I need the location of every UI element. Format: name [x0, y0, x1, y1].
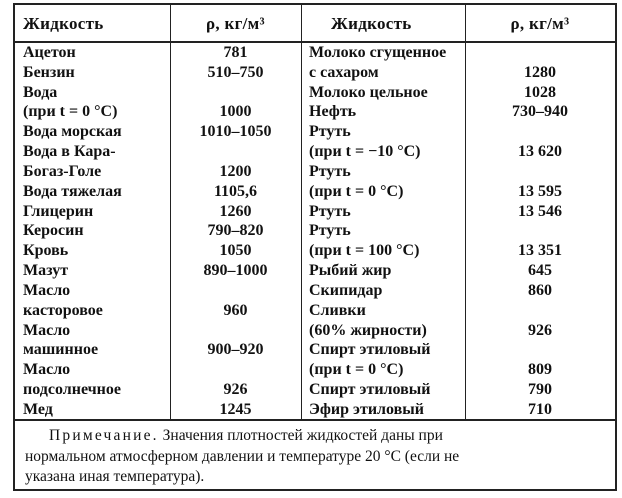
header-liquid-right: Жидкость — [331, 14, 412, 33]
density-value-cell: 510–750 — [207, 63, 264, 81]
liquid-name-cell: Богаз-Голе — [23, 162, 102, 180]
liquid-name-cell: (при t = −10 °C) — [309, 143, 421, 161]
density-value-cell: 13 620 — [518, 143, 562, 161]
liquid-name-cell: Ацетон — [23, 44, 76, 61]
density-value-cell — [465, 123, 615, 142]
column-divider — [301, 43, 302, 421]
density-value-cell — [465, 341, 615, 360]
density-value-cell: 1245 — [219, 400, 252, 418]
density-value-cell: 1000 — [219, 103, 252, 121]
liquid-name-cell: (при t = 100 °C) — [309, 242, 420, 260]
density-value-cell: 710 — [528, 400, 552, 418]
column-divider — [465, 43, 466, 421]
liquid-name-cell: Вода в Кара- — [23, 143, 116, 161]
density-value-cell: 13 546 — [518, 202, 562, 220]
density-value-cell — [465, 163, 615, 182]
liquid-name-cell: Спирт этиловый — [309, 381, 431, 399]
density-value-cell: 13 595 — [518, 182, 562, 200]
liquid-name-cell: (при t = 0 °C) — [309, 182, 404, 200]
table-body — [15, 43, 615, 421]
header-density-right: ρ, кг/м³ — [510, 14, 570, 33]
liquid-name-cell: Вода морская — [23, 123, 122, 141]
column-divider — [170, 5, 171, 43]
density-value-cell: 645 — [528, 262, 552, 280]
left-density-column — [170, 43, 301, 421]
density-value-cell: 1280 — [524, 63, 556, 81]
density-value-cell: 13 351 — [518, 242, 562, 260]
density-value-cell — [465, 302, 615, 321]
liquid-name-cell: Нефть — [309, 103, 357, 121]
liquid-name-cell: Керосин — [23, 222, 84, 240]
liquid-name-cell: Сливки — [309, 301, 366, 319]
liquid-name-cell: Рыбий жир — [309, 262, 392, 280]
header-liquid-left: Жидкость — [23, 14, 104, 33]
density-value-cell: 860 — [528, 281, 552, 299]
density-value-cell: 890–1000 — [203, 262, 268, 280]
density-value-cell: 1105,6 — [213, 182, 258, 200]
right-density-column — [465, 43, 615, 421]
liquid-name-cell: Кровь — [23, 242, 69, 260]
liquid-name-cell: (60% жирности) — [309, 321, 427, 339]
liquid-name-cell: Масло — [23, 281, 71, 299]
liquid-name-cell: Бензин — [23, 63, 75, 81]
density-value-cell: 730–940 — [512, 103, 568, 121]
liquid-name-cell: Масло — [23, 321, 71, 339]
liquid-name-cell: Ртуть — [309, 202, 351, 220]
liquid-name-cell: Молоко цельное — [309, 83, 428, 101]
liquid-name-cell: Ртуть — [309, 123, 351, 141]
density-value-cell — [465, 222, 615, 241]
liquid-name-cell: Ртуть — [309, 222, 351, 240]
left-liquid-column — [15, 43, 170, 421]
density-value-cell: 790–820 — [207, 222, 264, 240]
density-value-cell — [465, 44, 615, 63]
liquid-name-cell: подсолнечное — [23, 381, 121, 399]
density-value-cell: 781 — [223, 44, 248, 61]
note-line-1 — [25, 426, 605, 447]
density-value-cell: 1260 — [219, 202, 252, 220]
liquid-name-cell: Вода — [23, 83, 58, 101]
right-liquid-column — [301, 43, 465, 421]
liquid-name-cell: машинное — [23, 341, 99, 359]
density-value-cell — [170, 361, 301, 380]
header-density-left: ρ, кг/м³ — [206, 14, 265, 33]
column-divider — [301, 5, 302, 43]
column-divider — [170, 43, 171, 421]
density-value-cell: 790 — [528, 381, 552, 399]
density-value-cell: 1050 — [219, 242, 252, 260]
liquid-name-cell: Молоко сгущенное — [309, 44, 447, 61]
liquid-name-cell: с сахаром — [309, 63, 379, 81]
density-value-cell: 960 — [223, 301, 248, 319]
liquid-name-cell: Мазут — [23, 262, 69, 280]
density-value-cell: 809 — [528, 361, 552, 379]
density-value-cell: 926 — [223, 381, 248, 399]
liquid-name-cell: Мед — [23, 400, 53, 418]
liquid-name-cell: Ртуть — [309, 162, 351, 180]
liquid-name-cell: Масло — [23, 361, 71, 379]
density-table — [13, 3, 617, 491]
table-header — [15, 5, 615, 43]
density-value-cell: 1028 — [524, 83, 556, 101]
liquid-name-cell: касторовое — [23, 301, 103, 319]
density-value-cell: 1200 — [219, 162, 252, 180]
density-value-cell — [170, 143, 301, 162]
table-note — [15, 421, 615, 489]
liquid-name-cell: Глицерин — [23, 202, 94, 220]
liquid-name-cell: (при t = 0 °C) — [23, 103, 118, 121]
note-label: Примечание. — [49, 427, 159, 444]
density-value-cell — [170, 282, 301, 301]
note-line-3: указана иная температура). — [25, 468, 205, 485]
density-value-cell: 900–920 — [207, 341, 264, 359]
density-value-cell: 1010–1050 — [199, 123, 272, 141]
liquid-name-cell: Скипидар — [309, 281, 383, 299]
density-value-cell — [170, 84, 301, 103]
column-divider — [465, 5, 466, 43]
liquid-name-cell: Вода тяжелая — [23, 182, 122, 200]
note-line-2: нормальном атмосферном давлении и температуре 20 °C (если не — [25, 447, 460, 465]
liquid-name-cell: Эфир этиловый — [309, 400, 424, 418]
note-text-1: Значения плотностей жидкостей даны при — [158, 427, 443, 444]
density-value-cell: 926 — [528, 321, 552, 339]
density-value-cell — [170, 322, 301, 341]
liquid-name-cell: (при t = 0 °C) — [309, 361, 404, 379]
liquid-name-cell: Спирт этиловый — [309, 341, 431, 359]
